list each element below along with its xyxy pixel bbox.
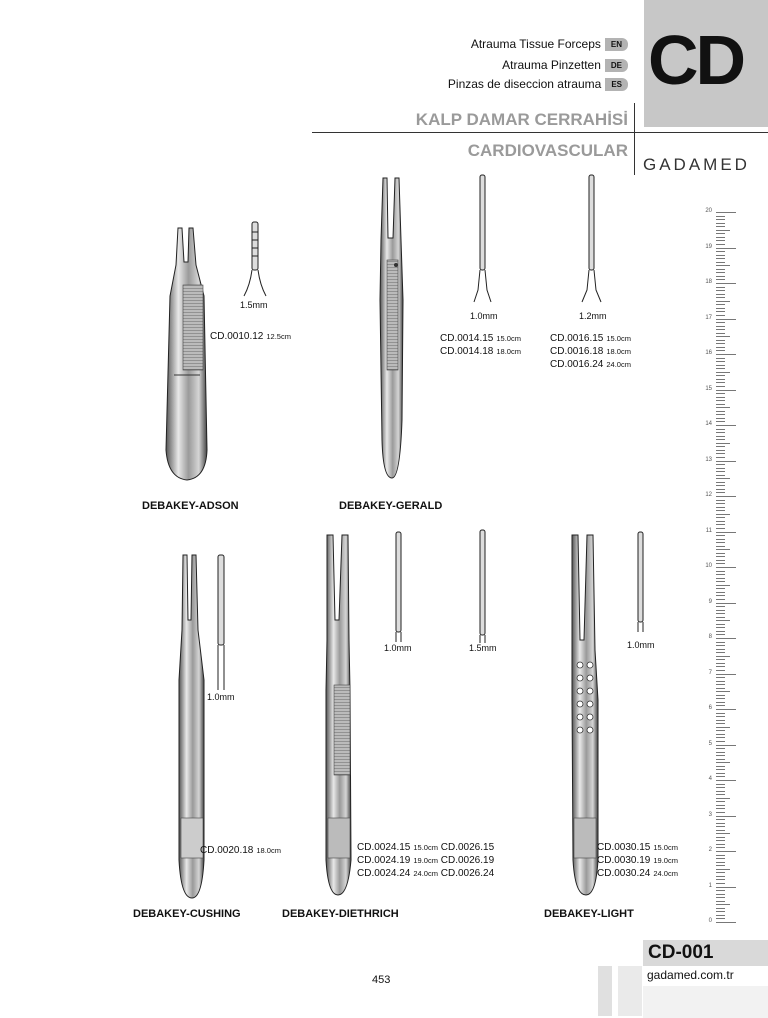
ruler-tick (716, 872, 725, 873)
ruler-label: 6 (708, 705, 712, 711)
cushing-code: CD.0020.18 (200, 845, 254, 856)
ruler-tick (716, 851, 736, 852)
ruler-tick (716, 698, 725, 699)
ruler-tick (716, 887, 736, 888)
footer-decor-1 (598, 966, 612, 1016)
ruler-tick (716, 794, 725, 795)
ruler-tick (716, 539, 725, 540)
light-forceps-image (572, 535, 598, 895)
ruler-tick (716, 368, 725, 369)
page-code-box (643, 940, 768, 966)
ruler-tick (716, 283, 736, 284)
gerald-codes-b (550, 332, 631, 371)
ruler-tick (716, 578, 725, 579)
ruler-tick (716, 823, 725, 824)
brand-logo: GADAMED (643, 155, 750, 174)
lang-badge-en: EN (605, 38, 628, 51)
title-es: Pinzas de diseccion atrauma (447, 77, 602, 91)
ruler-tick (716, 386, 725, 387)
ruler-tick (716, 869, 730, 870)
footer-decor-2 (618, 966, 642, 1016)
ruler-tick (716, 652, 725, 653)
ruler-tick (716, 226, 725, 227)
ruler-tick (716, 443, 730, 444)
ruler-tick (716, 812, 725, 813)
ruler-tick (716, 847, 725, 848)
ruler-tick (716, 613, 725, 614)
ruler-tick (716, 322, 725, 323)
ruler-tick (716, 642, 725, 643)
ruler-tick (716, 358, 725, 359)
ruler-tick (716, 801, 725, 802)
ruler-tick (716, 674, 736, 675)
ruler-tick (716, 901, 725, 902)
ruler-tick (716, 560, 725, 561)
section-title-tr: KALP DAMAR CERRAHİSİ (415, 110, 628, 129)
ruler-tick (716, 425, 736, 426)
light-code-3: CD.0030.24 (597, 868, 651, 879)
ruler-tick (716, 240, 725, 241)
light-product-name: DEBAKEY-LIGHT (544, 908, 634, 920)
ruler-tick (716, 375, 725, 376)
ruler-tick (716, 439, 725, 440)
ruler-tick (716, 546, 725, 547)
ruler-tick (716, 549, 730, 550)
ruler-tick (716, 308, 725, 309)
ruler-tick (716, 610, 725, 611)
gerald-tip-detail-b (582, 175, 601, 302)
ruler-tick (716, 524, 725, 525)
page-number: 453 (372, 974, 391, 986)
ruler-tick (716, 645, 725, 646)
cushing-tip-size: 1.0mm (207, 692, 235, 702)
ruler-tick (716, 844, 725, 845)
ruler-tick (716, 485, 725, 486)
gerald-code-b2: CD.0016.18 (550, 346, 604, 357)
adson-tip-detail (244, 222, 266, 296)
gerald-length-b3: 24.0cm (606, 360, 631, 369)
ruler-tick (716, 407, 730, 408)
ruler-tick (716, 723, 725, 724)
ruler-tick (716, 716, 725, 717)
ruler-tick (716, 379, 725, 380)
ruler-tick (716, 251, 725, 252)
ruler-tick (716, 808, 725, 809)
ruler-tick (716, 265, 730, 266)
ruler-tick (716, 393, 725, 394)
cushing-length: 18.0cm (256, 846, 281, 855)
ruler-tick (716, 542, 725, 543)
ruler-tick (716, 915, 725, 916)
ruler-tick (716, 627, 725, 628)
cm-ruler (705, 208, 736, 928)
ruler-tick (716, 272, 725, 273)
ruler-tick (716, 691, 730, 692)
diethrich-code-1: CD.0024.15 (357, 842, 411, 853)
ruler-label: 11 (705, 527, 712, 534)
ruler-tick (716, 258, 725, 259)
ruler-tick (716, 720, 725, 721)
ruler-tick (716, 883, 725, 884)
ruler-tick (716, 507, 725, 508)
diethrich-tip-detail-b (480, 530, 485, 643)
gerald-forceps-image (380, 178, 403, 478)
cushing-codes (200, 844, 281, 857)
ruler-tick (716, 634, 725, 635)
ruler-tick (716, 223, 725, 224)
ruler-tick (716, 798, 730, 799)
adson-length: 12.5cm (266, 332, 291, 341)
light-length-3: 24.0cm (653, 869, 678, 878)
light-code-2: CD.0030.19 (597, 855, 651, 866)
ruler-tick (716, 918, 725, 919)
ruler-tick (716, 709, 736, 710)
title-en: Atrauma Tissue Forceps (470, 37, 601, 51)
ruler-tick (716, 244, 725, 245)
light-tip-size: 1.0mm (627, 640, 655, 650)
ruler-tick (716, 741, 725, 742)
ruler-tick (716, 294, 725, 295)
ruler-tick (716, 304, 725, 305)
ruler-tick (716, 595, 725, 596)
ruler-tick (716, 500, 725, 501)
gerald-code-b3: CD.0016.24 (550, 359, 604, 370)
ruler-tick (716, 482, 725, 483)
ruler-tick (716, 659, 725, 660)
ruler-tick (716, 606, 725, 607)
ruler-tick (716, 922, 736, 923)
ruler-tick (716, 833, 730, 834)
diethrich-code2-1: CD.0026.15 (440, 842, 495, 853)
ruler-tick (716, 532, 736, 533)
ruler-tick (716, 858, 725, 859)
title-de: Atrauma Pinzetten (502, 58, 601, 72)
adson-forceps-image (166, 228, 207, 480)
ruler-tick (716, 248, 736, 249)
ruler-tick (716, 329, 725, 330)
ruler-tick (716, 737, 725, 738)
ruler-tick (716, 656, 730, 657)
ruler-tick (716, 464, 725, 465)
ruler-tick (716, 233, 725, 234)
ruler-label: 12 (705, 492, 712, 498)
ruler-tick (716, 354, 736, 355)
ruler-tick (716, 326, 725, 327)
gerald-tip-size-a: 1.0mm (470, 311, 498, 321)
ruler-tick (716, 624, 725, 625)
diethrich-tip-size-a: 1.0mm (384, 643, 412, 653)
ruler-tick (716, 432, 725, 433)
ruler-tick (716, 684, 725, 685)
ruler-tick (716, 819, 725, 820)
ruler-tick (716, 528, 725, 529)
ruler-label: 8 (708, 634, 712, 640)
ruler-tick (716, 617, 725, 618)
ruler-tick (716, 429, 725, 430)
ruler-tick (716, 347, 725, 348)
ruler-tick (716, 475, 725, 476)
diethrich-length-3: 24.0cm (413, 869, 438, 878)
ruler-tick (716, 404, 725, 405)
ruler-tick (716, 734, 725, 735)
ruler-tick (716, 336, 730, 337)
ruler-tick (716, 592, 725, 593)
ruler-tick (716, 755, 725, 756)
ruler-tick (716, 478, 730, 479)
diethrich-length-2: 19.0cm (413, 856, 438, 865)
ruler-tick (716, 840, 725, 841)
ruler-tick (716, 773, 725, 774)
diethrich-code-2: CD.0024.19 (357, 855, 411, 866)
ruler-tick (716, 876, 725, 877)
adson-product-name: DEBAKEY-ADSON (142, 500, 239, 512)
gerald-length-a1: 15.0cm (496, 334, 521, 343)
ruler-tick (716, 816, 736, 817)
light-length-1: 15.0cm (653, 843, 678, 852)
adson-codes (210, 330, 291, 343)
diethrich-product-name: DEBAKEY-DIETHRICH (282, 908, 399, 920)
ruler-tick (716, 784, 725, 785)
gerald-tip-size-b: 1.2mm (579, 311, 607, 321)
ruler-tick (716, 255, 725, 256)
ruler-tick (716, 287, 725, 288)
ruler-tick (716, 311, 725, 312)
ruler-tick (716, 695, 725, 696)
ruler-tick (716, 780, 736, 781)
ruler-tick (716, 343, 725, 344)
section-title-en: CARDIOVASCULAR (467, 141, 628, 160)
ruler-tick (716, 745, 736, 746)
ruler-tick (716, 585, 730, 586)
ruler-tick (716, 297, 725, 298)
ruler-tick (716, 855, 725, 856)
ruler-label: 15 (705, 385, 712, 392)
ruler-tick (716, 521, 725, 522)
ruler-tick (716, 567, 736, 568)
ruler-tick (716, 879, 725, 880)
ruler-tick (716, 588, 725, 589)
ruler-tick (716, 791, 725, 792)
ruler-label: 16 (705, 350, 712, 356)
ruler-label: 10 (705, 563, 712, 569)
ruler-tick (716, 663, 725, 664)
gerald-product-name: DEBAKEY-GERALD (339, 500, 443, 512)
ruler-label: 4 (708, 776, 712, 782)
ruler-tick (716, 436, 725, 437)
ruler-tick (716, 620, 730, 621)
ruler-tick (716, 890, 725, 891)
website-url[interactable]: gadamed.com.tr (647, 968, 734, 982)
ruler-tick (716, 862, 725, 863)
ruler-tick (716, 492, 725, 493)
ruler-tick (716, 262, 725, 263)
ruler-tick (716, 649, 725, 650)
ruler-tick (716, 237, 725, 238)
ruler-tick (716, 603, 736, 604)
ruler-tick (716, 365, 725, 366)
ruler-tick (716, 904, 730, 905)
ruler-tick (716, 535, 725, 536)
ruler-tick (716, 666, 725, 667)
diethrich-codes (357, 841, 494, 880)
cushing-tip-detail (218, 555, 224, 690)
ruler-tick (716, 766, 725, 767)
diethrich-tip-size-b: 1.5mm (469, 643, 497, 653)
ruler-label: 5 (708, 740, 712, 747)
ruler-tick (716, 361, 725, 362)
ruler-tick (716, 450, 725, 451)
ruler-label: 17 (705, 314, 712, 321)
ruler-tick (716, 837, 725, 838)
ruler-tick (716, 230, 730, 231)
ruler-tick (716, 517, 725, 518)
footer-decor-3 (643, 986, 768, 1018)
ruler-tick (716, 411, 725, 412)
ruler-tick (716, 372, 730, 373)
ruler-tick (716, 382, 725, 383)
ruler-tick (716, 702, 725, 703)
ruler-tick (716, 670, 725, 671)
ruler-tick (716, 713, 725, 714)
light-code-1: CD.0030.15 (597, 842, 651, 853)
ruler-tick (716, 787, 725, 788)
ruler-tick (716, 911, 725, 912)
ruler-tick (716, 776, 725, 777)
ruler-tick (716, 730, 725, 731)
adson-tip-size: 1.5mm (240, 300, 268, 310)
ruler-tick (716, 390, 736, 391)
ruler-label: 19 (705, 243, 712, 250)
ruler-tick (716, 301, 730, 302)
ruler-label: 14 (705, 421, 712, 427)
ruler-tick (716, 571, 725, 572)
ruler-label: 0 (708, 918, 712, 924)
ruler-tick (716, 865, 725, 866)
ruler-tick (716, 762, 730, 763)
ruler-tick (716, 290, 725, 291)
ruler-tick (716, 688, 725, 689)
ruler-label: 13 (705, 456, 712, 463)
gerald-code-a2: CD.0014.18 (440, 346, 494, 357)
ruler-tick (716, 219, 725, 220)
ruler-tick (716, 553, 725, 554)
category-code: CD (648, 21, 744, 99)
ruler-tick (716, 453, 725, 454)
ruler-tick (716, 503, 725, 504)
ruler-label: 20 (705, 208, 712, 214)
ruler-tick (716, 212, 736, 213)
gerald-code-b1: CD.0016.15 (550, 333, 604, 344)
ruler-tick (716, 752, 725, 753)
ruler-label: 1 (708, 882, 712, 889)
ruler-tick (716, 461, 736, 462)
ruler-tick (716, 563, 725, 564)
diethrich-code2-3: CD.0026.24 (440, 868, 495, 879)
gerald-length-b1: 15.0cm (606, 334, 631, 343)
diethrich-tip-detail-a (396, 532, 401, 642)
diethrich-code-3: CD.0024.24 (357, 868, 411, 879)
ruler-tick (716, 556, 725, 557)
ruler-tick (716, 276, 725, 277)
ruler-tick (716, 769, 725, 770)
ruler-tick (716, 574, 725, 575)
ruler-tick (716, 830, 725, 831)
ruler-tick (716, 705, 725, 706)
diethrich-length-1: 15.0cm (413, 843, 438, 852)
gerald-tip-detail-a (474, 175, 491, 302)
ruler-tick (716, 510, 725, 511)
ruler-label: 2 (708, 847, 712, 853)
ruler-tick (716, 638, 736, 639)
ruler-label: 9 (708, 598, 712, 605)
ruler-tick (716, 631, 725, 632)
ruler-tick (716, 397, 725, 398)
ruler-tick (716, 340, 725, 341)
adson-code: CD.0010.12 (210, 331, 264, 342)
diethrich-forceps-image (326, 535, 351, 895)
ruler-label: 18 (705, 279, 712, 285)
ruler-tick (716, 759, 725, 760)
ruler-tick (716, 457, 725, 458)
ruler-label: 7 (708, 669, 712, 676)
ruler-tick (716, 216, 725, 217)
ruler-tick (716, 418, 725, 419)
gerald-codes-a (440, 332, 521, 358)
ruler-tick (716, 908, 725, 909)
gerald-code-a1: CD.0014.15 (440, 333, 494, 344)
ruler-tick (716, 421, 725, 422)
light-tip-detail (638, 532, 643, 632)
ruler-tick (716, 514, 730, 515)
ruler-tick (716, 269, 725, 270)
light-length-2: 19.0cm (653, 856, 678, 865)
page-code: CD-001 (648, 942, 714, 963)
ruler-tick (716, 319, 736, 320)
ruler-tick (716, 279, 725, 280)
ruler-label: 3 (708, 811, 712, 818)
ruler-tick (716, 677, 725, 678)
ruler-tick (716, 333, 725, 334)
diethrich-code2-2: CD.0026.19 (440, 855, 495, 866)
ruler-tick (716, 748, 725, 749)
ruler-tick (716, 826, 725, 827)
ruler-tick (716, 897, 725, 898)
ruler-tick (716, 805, 725, 806)
ruler-tick (716, 894, 725, 895)
ruler-tick (716, 681, 725, 682)
ruler-tick (716, 315, 725, 316)
gerald-length-b2: 18.0cm (606, 347, 631, 356)
ruler-tick (716, 489, 725, 490)
ruler-tick (716, 496, 736, 497)
cushing-product-name: DEBAKEY-CUSHING (133, 908, 241, 920)
ruler-tick (716, 599, 725, 600)
light-codes (597, 841, 678, 880)
lang-badge-de: DE (605, 59, 628, 72)
gerald-length-a2: 18.0cm (496, 347, 521, 356)
ruler-tick (716, 581, 725, 582)
ruler-tick (716, 350, 725, 351)
ruler-tick (716, 400, 725, 401)
ruler-tick (716, 727, 730, 728)
ruler-tick (716, 446, 725, 447)
ruler-tick (716, 471, 725, 472)
ruler-tick (716, 414, 725, 415)
lang-badge-es: ES (605, 78, 628, 91)
ruler-tick (716, 468, 725, 469)
